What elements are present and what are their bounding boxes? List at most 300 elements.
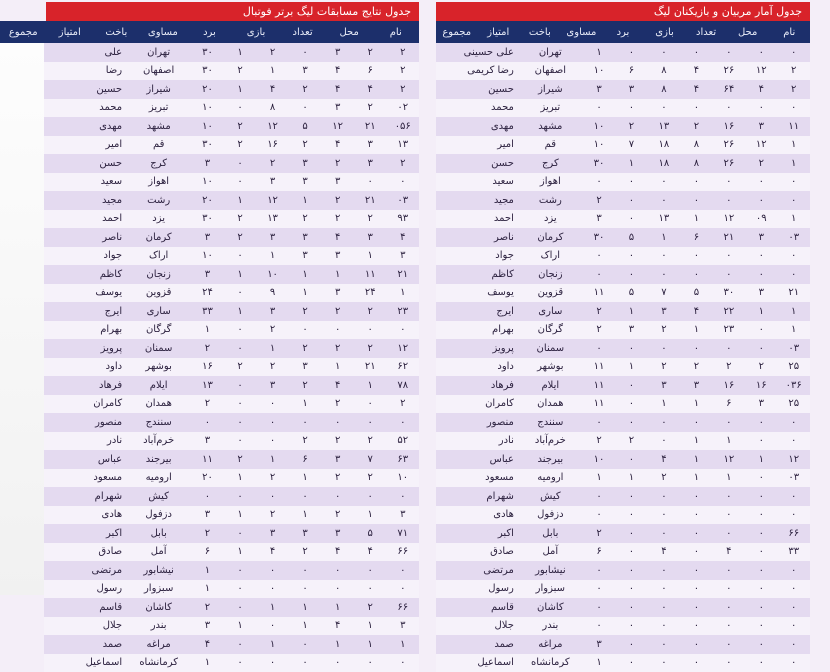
- row-value: ۰: [713, 491, 745, 502]
- row-value: ۴: [321, 546, 354, 557]
- row-place: همدان: [518, 398, 583, 409]
- row-value: ۰: [713, 639, 745, 650]
- row-value: ۲: [713, 361, 745, 372]
- row-place: بیرجند: [518, 454, 583, 465]
- row-value: ۰: [224, 343, 257, 354]
- row-value: ۴: [648, 454, 680, 465]
- left-table-body: [44, 43, 419, 595]
- row-value: ۰: [680, 269, 712, 280]
- row-value: ۰: [778, 602, 810, 613]
- row-value: ۳۰: [583, 232, 615, 243]
- row-value: ۰: [583, 583, 615, 594]
- table-row: [44, 117, 419, 136]
- row-value: ۰: [289, 324, 322, 335]
- row-value: ۲: [386, 84, 419, 95]
- row-value: ۰: [583, 250, 615, 261]
- row-value: ۰: [778, 47, 810, 58]
- row-value: ۱۶: [713, 121, 745, 132]
- row-value: ۰: [615, 565, 647, 576]
- row-value: ۳: [191, 435, 224, 446]
- row-value: ۰: [713, 620, 745, 631]
- row-value: ۱: [354, 639, 387, 650]
- row-name: کاظم: [44, 269, 126, 280]
- table-row: [436, 265, 810, 284]
- row-value: ۵: [615, 287, 647, 298]
- left-table-title: جدول نتایج مسابقات لیگ برتر فوتبال: [46, 2, 419, 21]
- row-value: ۳: [256, 528, 289, 539]
- row-value: ۰: [583, 102, 615, 113]
- row-place: بوشهر: [518, 361, 583, 372]
- row-value: ۰: [191, 491, 224, 502]
- row-name: اسماعیل: [44, 657, 126, 668]
- table-row: [44, 339, 419, 358]
- row-value: ۶: [583, 546, 615, 557]
- row-value: ۲: [386, 398, 419, 409]
- row-value: ۰: [778, 435, 810, 446]
- row-place: تبریز: [518, 102, 583, 113]
- row-value: ۰: [256, 657, 289, 668]
- row-value: ۰۳: [778, 472, 810, 483]
- row-value: ۱: [191, 657, 224, 668]
- row-value: ۰: [648, 639, 680, 650]
- row-value: ۱: [289, 398, 322, 409]
- row-place: ارومیه: [126, 472, 191, 483]
- row-value: ۷: [615, 139, 647, 150]
- row-value: ۱۶: [256, 139, 289, 150]
- row-value: ۱: [256, 343, 289, 354]
- table-row: [436, 580, 810, 599]
- row-value: ۲: [321, 195, 354, 206]
- row-value: ۰: [648, 102, 680, 113]
- row-value: ۴: [321, 84, 354, 95]
- row-value: ۴: [321, 139, 354, 150]
- row-value: ۱: [289, 602, 322, 613]
- row-value: ۲: [354, 472, 387, 483]
- row-value: ۰: [386, 324, 419, 335]
- row-name: محمد: [44, 102, 126, 113]
- row-value: ۰: [386, 417, 419, 428]
- row-value: ۱: [224, 509, 257, 520]
- row-value: ۰: [386, 583, 419, 594]
- row-value: ۰: [224, 287, 257, 298]
- row-value: ۰: [680, 250, 712, 261]
- row-value: ۱: [191, 324, 224, 335]
- row-value: ۶: [713, 398, 745, 409]
- row-value: ۳: [354, 158, 387, 169]
- row-value: ۰: [648, 435, 680, 446]
- table-row: [44, 321, 419, 340]
- row-value: ۳۰: [191, 139, 224, 150]
- row-value: ۱: [256, 639, 289, 650]
- row-place: شیراز: [518, 84, 583, 95]
- row-value: ۴: [745, 84, 777, 95]
- row-value: ۴: [191, 639, 224, 650]
- table-row: [436, 413, 810, 432]
- row-value: ۳: [321, 287, 354, 298]
- row-value: ۱۲: [256, 121, 289, 132]
- row-value: ۱: [680, 398, 712, 409]
- row-value: ۰: [778, 195, 810, 206]
- row-value: ۳: [386, 250, 419, 261]
- row-value: ۱۱: [354, 269, 387, 280]
- row-value: ۰: [289, 583, 322, 594]
- row-name: رسول: [436, 583, 518, 594]
- row-value: ۰: [386, 176, 419, 187]
- row-name: نادر: [436, 435, 518, 446]
- row-name: صادق: [436, 546, 518, 557]
- row-value: ۲: [745, 361, 777, 372]
- table-row: [436, 654, 810, 672]
- right-header-cell: محل: [727, 27, 769, 38]
- table-row: [436, 99, 810, 118]
- right-header-cell: مساوی: [561, 27, 603, 38]
- row-value: ۰: [354, 583, 387, 594]
- row-value: ۲: [648, 324, 680, 335]
- row-value: ۲: [289, 343, 322, 354]
- row-value: ۰: [745, 176, 777, 187]
- row-place: مراغه: [518, 639, 583, 650]
- row-value: ۰: [745, 546, 777, 557]
- row-place: خرم‌آباد: [518, 435, 583, 446]
- row-value: ۱: [745, 306, 777, 317]
- row-value: ۱: [256, 65, 289, 76]
- row-value: ۴: [256, 84, 289, 95]
- row-place: بندر: [518, 620, 583, 631]
- row-value: ۰: [256, 417, 289, 428]
- row-value: ۳: [191, 232, 224, 243]
- row-place: خرم‌آباد: [126, 435, 191, 446]
- table-row: [44, 136, 419, 155]
- row-name: احمد: [44, 213, 126, 224]
- row-value: ۱: [778, 158, 810, 169]
- row-value: ۲۰: [191, 195, 224, 206]
- table-row: [436, 376, 810, 395]
- row-value: ۰: [354, 417, 387, 428]
- row-name: کاظم: [436, 269, 518, 280]
- row-name: صمد: [44, 639, 126, 650]
- row-value: ۰: [224, 565, 257, 576]
- row-value: ۰: [680, 602, 712, 613]
- row-name: علی: [44, 47, 126, 58]
- row-value: ۱۲: [745, 139, 777, 150]
- table-row: [436, 228, 810, 247]
- row-value: ۱: [321, 361, 354, 372]
- row-name: ایرج: [436, 306, 518, 317]
- row-value: ۰: [680, 102, 712, 113]
- row-value: ۰: [745, 195, 777, 206]
- row-value: ۰: [778, 102, 810, 113]
- row-value: ۰: [615, 620, 647, 631]
- row-value: ۲: [321, 343, 354, 354]
- row-value: ۰: [354, 565, 387, 576]
- row-place: رشت: [518, 195, 583, 206]
- row-value: ۰: [354, 398, 387, 409]
- left-table-header: [0, 21, 419, 43]
- row-place: سنندج: [518, 417, 583, 428]
- row-value: ۲: [289, 139, 322, 150]
- row-value: ۰: [778, 565, 810, 576]
- row-value: ۰: [386, 657, 419, 668]
- row-value: ۳: [321, 528, 354, 539]
- row-value: ۰: [583, 269, 615, 280]
- row-value: ۰: [583, 509, 615, 520]
- row-value: ۱: [648, 398, 680, 409]
- row-value: ۲: [224, 213, 257, 224]
- row-place: اصفهان: [518, 65, 583, 76]
- row-value: ۰: [615, 528, 647, 539]
- row-value: ۰: [745, 269, 777, 280]
- row-value: ۲۰: [191, 472, 224, 483]
- row-value: ۲: [680, 121, 712, 132]
- row-value: ۰: [745, 47, 777, 58]
- row-place: اهواز: [518, 176, 583, 187]
- row-name: ایرج: [44, 306, 126, 317]
- row-value: ۳: [386, 509, 419, 520]
- row-value: ۰: [680, 417, 712, 428]
- row-value: ۱۳: [648, 213, 680, 224]
- left-header-cell: تعداد: [279, 27, 326, 38]
- row-name: جواد: [44, 250, 126, 261]
- row-value: ۳: [289, 361, 322, 372]
- row-value: ۱۳: [386, 139, 419, 150]
- row-value: ۲: [321, 306, 354, 317]
- row-value: ۴: [256, 546, 289, 557]
- row-value: ۰: [224, 583, 257, 594]
- row-value: ۰: [648, 620, 680, 631]
- row-value: ۰: [648, 47, 680, 58]
- row-value: ۱: [680, 213, 712, 224]
- row-value: ۰: [648, 491, 680, 502]
- right-table-panel: [432, 0, 830, 595]
- row-value: ۰: [713, 250, 745, 261]
- row-value: ۰: [713, 657, 745, 668]
- row-value: ۱۰: [191, 121, 224, 132]
- row-value: ۲۱: [354, 195, 387, 206]
- row-value: ۰: [615, 583, 647, 594]
- right-header-cell: بازی: [644, 27, 686, 38]
- row-place: نیشابور: [518, 565, 583, 576]
- row-value: ۰: [648, 176, 680, 187]
- row-value: ۰: [778, 620, 810, 631]
- row-value: ۳: [321, 176, 354, 187]
- table-row: [436, 247, 810, 266]
- row-place: ایلام: [126, 380, 191, 391]
- row-value: ۱: [321, 639, 354, 650]
- row-value: ۱: [289, 509, 322, 520]
- right-header-cell: نام: [768, 27, 810, 38]
- row-name: فرهاد: [436, 380, 518, 391]
- row-value: ۰: [289, 639, 322, 650]
- row-value: ۰: [583, 565, 615, 576]
- row-value: ۳: [289, 528, 322, 539]
- row-value: ۰: [615, 454, 647, 465]
- row-place: آمل: [126, 546, 191, 557]
- row-name: صادق: [44, 546, 126, 557]
- row-name: حسن: [436, 158, 518, 169]
- table-row: [44, 543, 419, 562]
- table-row: [44, 302, 419, 321]
- row-value: ۰۳: [778, 343, 810, 354]
- row-value: ۴: [680, 65, 712, 76]
- table-row: [44, 413, 419, 432]
- row-value: ۱: [289, 195, 322, 206]
- row-value: ۱: [224, 306, 257, 317]
- table-row: [436, 191, 810, 210]
- row-value: ۱: [256, 250, 289, 261]
- table-row: [44, 43, 419, 62]
- row-value: ۰: [778, 583, 810, 594]
- table-row: [44, 173, 419, 192]
- row-value: ۱۲: [713, 454, 745, 465]
- row-value: ۱: [615, 361, 647, 372]
- row-value: ۰: [615, 602, 647, 613]
- row-place: قم: [126, 139, 191, 150]
- right-table-header: [436, 21, 810, 43]
- row-name: جلال: [436, 620, 518, 631]
- row-value: ۰: [648, 509, 680, 520]
- row-value: ۰: [648, 528, 680, 539]
- row-place: دزفول: [518, 509, 583, 520]
- row-place: کرج: [518, 158, 583, 169]
- row-value: ۱: [354, 509, 387, 520]
- row-value: ۰: [256, 565, 289, 576]
- row-value: ۱۲: [778, 454, 810, 465]
- row-value: ۱: [224, 269, 257, 280]
- row-place: ساری: [126, 306, 191, 317]
- row-value: ۱: [583, 657, 615, 668]
- row-value: ۰: [224, 324, 257, 335]
- row-value: ۰: [713, 195, 745, 206]
- row-value: ۰: [745, 565, 777, 576]
- row-value: ۰: [648, 583, 680, 594]
- table-row: [436, 617, 810, 636]
- row-value: ۷۱: [386, 528, 419, 539]
- row-place: بوشهر: [126, 361, 191, 372]
- row-value: ۱: [680, 454, 712, 465]
- row-value: ۰: [680, 583, 712, 594]
- table-row: [44, 284, 419, 303]
- row-value: ۰: [386, 565, 419, 576]
- row-place: یزد: [518, 213, 583, 224]
- row-name: مجید: [436, 195, 518, 206]
- row-value: ۵: [289, 121, 322, 132]
- left-header-cell: امتیاز: [47, 27, 94, 38]
- row-value: ۰: [778, 639, 810, 650]
- row-value: ۳: [191, 509, 224, 520]
- table-row: [44, 210, 419, 229]
- row-value: ۰: [615, 398, 647, 409]
- row-value: ۰: [745, 250, 777, 261]
- row-place: زنجان: [518, 269, 583, 280]
- row-value: ۲: [256, 47, 289, 58]
- row-value: ۰: [680, 565, 712, 576]
- row-value: ۱۲: [386, 343, 419, 354]
- table-row: [44, 376, 419, 395]
- row-value: ۲: [289, 84, 322, 95]
- row-name: محمد: [436, 102, 518, 113]
- row-value: ۲۵: [778, 398, 810, 409]
- row-name: مجید: [44, 195, 126, 206]
- table-row: [436, 117, 810, 136]
- table-row: [436, 173, 810, 192]
- row-value: ۲: [354, 343, 387, 354]
- row-value: ۲: [354, 435, 387, 446]
- row-value: ۳: [648, 306, 680, 317]
- row-value: ۳: [191, 620, 224, 631]
- row-value: ۳: [583, 639, 615, 650]
- row-value: ۰: [713, 47, 745, 58]
- row-value: ۳: [256, 306, 289, 317]
- row-value: ۳: [256, 232, 289, 243]
- row-value: ۱: [256, 602, 289, 613]
- row-value: ۱: [583, 472, 615, 483]
- row-value: ۰: [615, 657, 647, 668]
- row-place: نیشابور: [126, 565, 191, 576]
- row-value: ۲۵: [778, 361, 810, 372]
- row-value: ۷: [354, 454, 387, 465]
- row-value: ۱۰: [583, 65, 615, 76]
- row-value: ۱۱: [583, 361, 615, 372]
- row-value: ۰: [778, 657, 810, 668]
- right-header-cell: تعداد: [685, 27, 727, 38]
- row-place: تهران: [518, 47, 583, 58]
- row-value: ۲: [224, 232, 257, 243]
- row-value: ۱۲: [713, 213, 745, 224]
- row-value: ۸: [680, 158, 712, 169]
- row-value: ۶: [191, 546, 224, 557]
- table-row: [436, 43, 810, 62]
- row-value: ۲: [583, 195, 615, 206]
- row-value: ۰: [615, 417, 647, 428]
- row-value: ۰: [615, 343, 647, 354]
- row-value: ۱: [224, 195, 257, 206]
- row-name: شهرام: [436, 491, 518, 502]
- row-value: ۸: [648, 65, 680, 76]
- row-value: ۰: [648, 602, 680, 613]
- right-header-cell: امتیاز: [478, 27, 520, 38]
- row-place: سمنان: [518, 343, 583, 354]
- row-value: ۲۱: [386, 269, 419, 280]
- row-value: ۰: [583, 343, 615, 354]
- row-value: ۰: [615, 546, 647, 557]
- row-value: ۳: [680, 380, 712, 391]
- row-value: ۱: [583, 47, 615, 58]
- row-value: ۱۳: [191, 380, 224, 391]
- right-table-body: [436, 43, 810, 595]
- row-value: ۸: [648, 84, 680, 95]
- row-value: ۴: [680, 306, 712, 317]
- row-value: ۱۸: [648, 139, 680, 150]
- row-value: ۲: [289, 435, 322, 446]
- row-value: ۰: [256, 491, 289, 502]
- row-name: علی حسینی: [436, 47, 518, 58]
- row-value: ۰: [680, 343, 712, 354]
- row-name: حسین: [436, 84, 518, 95]
- row-value: ۲: [648, 472, 680, 483]
- row-value: ۱: [680, 435, 712, 446]
- row-name: اسماعیل: [436, 657, 518, 668]
- row-name: بهرام: [44, 324, 126, 335]
- row-value: ۳۳: [191, 306, 224, 317]
- row-value: ۲: [386, 158, 419, 169]
- row-value: ۶: [289, 454, 322, 465]
- row-value: ۷۸: [386, 380, 419, 391]
- row-value: ۰: [289, 657, 322, 668]
- row-name: احمد: [436, 213, 518, 224]
- row-value: ۱۱: [191, 454, 224, 465]
- row-value: ۱: [354, 380, 387, 391]
- row-value: ۰۳۶: [778, 380, 810, 391]
